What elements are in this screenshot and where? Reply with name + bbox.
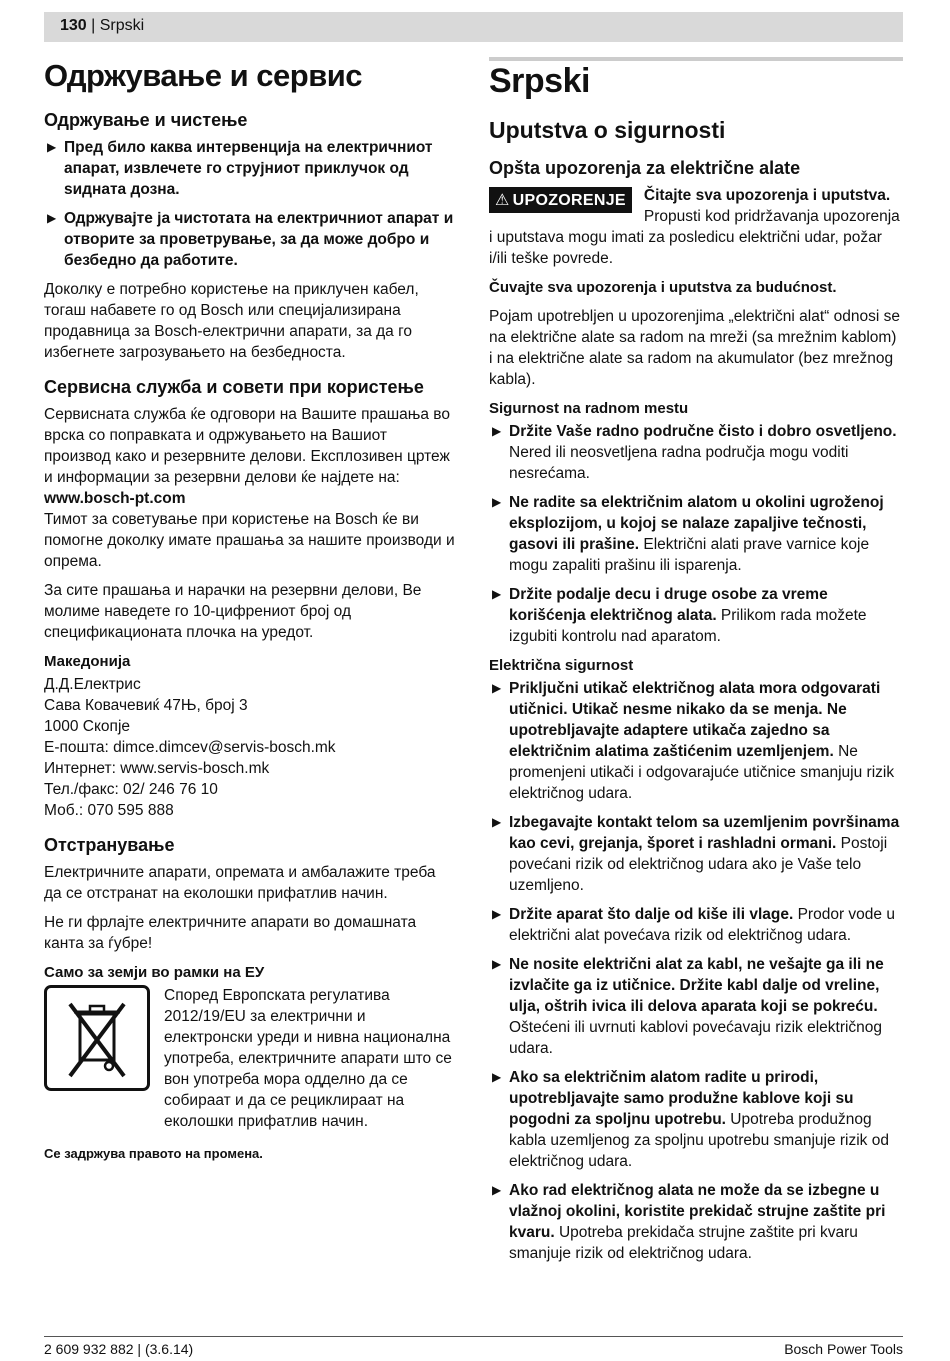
maintenance-bullets [44,137,456,271]
bosch-url[interactable]: www.bosch-pt.com [44,490,186,507]
maintenance-heading: Одржување и чистење [44,110,248,130]
electric-heading: Električna sigurnost [489,657,634,674]
footer-doc-number: 2 609 932 882 | (3.6.14) [44,1341,194,1357]
service-paragraph: Сервисната служба ќе одговори на Вашите прашања во врска со поправката и одржувањето на Вашиот производ како и резервните делови. Експлозивен цртеж и информации за резервни делови ќе најдете на: [44,406,450,486]
safety-heading: Uputstva o sigurnosti [489,117,726,143]
list-item: ▶ Držite aparat što dalje od kiše ili vlage. Prodor vode u električni alat povećava rizik od električnog udara. [492,906,895,944]
warning-row [489,185,903,269]
right-title: Srpski [489,62,590,100]
list-item: ▶ Držite Vaše radno područne čisto i dobro osvetljeno. Nered ili neosvetljena radna područja mogu voditi nesrećama. [492,423,897,482]
address-line: Д.Д.Електрис [44,676,141,693]
left-title: Одржување и сервис [44,58,363,93]
right-column [489,50,903,1272]
eu-paragraph: Според Европската регулатива 2012/19/EU за електрични и електронски уреди и нивна национална употреба, електричните апарати што се вон употреба мора одделно да се собираат и да се рециклираат на еколошки прифатлив начин. [164,987,452,1130]
trash-paragraph: Не ги фрлајте електричните апарати во домашната канта за ѓубре! [44,914,417,952]
address-line: Интернет: www.servis-bosch.mk [44,760,270,777]
list-item: ▶ Одржувајте ја чистотата на електричниот апарат и отворите за проветрување, за да може добро и безбедно да работите. [47,210,454,269]
weee-bin-icon [44,985,150,1091]
footer-brand: Bosch Power Tools [784,1341,903,1357]
list-item: ▶ Ne nosite električni alat za kabl, ne vešajte ga ili ne izvlačite ga iz utičnice. Držite kabl dalje od vreline, ulja, oštrih ivica ili delova aparata koji se pokreću. Oštećeni ili uvrnuti kablovi povećavaju rizik električnog udara. [492,956,884,1057]
order-paragraph: За сите прашања и нарачки на резервни делови, Ве молиме наведете го 10-цифрениот број од спецификационата плочка на уредот. [44,582,422,641]
list-item: ▶ Izbegavajte kontakt telom sa uzemljenim površinama kao cevi, grejanja, šporet i rashladni ormani. Postoji povećani rizik od električnog udara ako je Vaše telo uzemljeno. [492,814,900,894]
advice-paragraph: Тимот за советување при користење на Bosch ќе ви помогне доколку имате прашања за нашите производи и опрема. [44,511,455,570]
weee-block [44,985,456,1132]
address-line: Е-пошта: dimce.dimcev@servis-bosch.mk [44,739,336,756]
rights-reserved: Се задржува правото на промена. [44,1146,263,1161]
workplace-bullets [489,421,903,647]
page-header-text: 130 | Srpski [60,17,145,34]
disposal-heading: Отстранување [44,835,175,855]
address-block [44,674,456,821]
general-warnings-heading: Opšta upozorenja za električne alate [489,158,801,178]
page-header [44,12,903,42]
electric-bullets [489,678,903,1264]
list-item: ▶ Пред било каква интервенција на електричниот апарат, извлечете го струјниот приклучок од ѕидната дозна. [47,139,433,198]
list-item: ▶ Priključni utikač električnog alata mora odgovarati utičnici. Utikač nesme nikako da se menja. Ne upotrebljavajte adaptere utikača zajedno sa električnim alatima zaštićenim uzemljenjem. Ne promenjeni utikači i odgovarajuće utičnice smanjuju rizik električnog udara. [492,680,895,802]
address-line: Тел./факс: 02/ 246 76 10 [44,781,218,798]
list-item: ▶ Ne radite sa električnim alatom u okolini ugroženoj eksplozijom, u kojoj se nalaze zapaljive tečnosti, gasovi ili prašine. Električni alati prave varnice koje mogu zapaliti prašinu ili isparenja. [492,494,884,574]
address-line: Моб.: 070 595 888 [44,802,174,819]
left-column [44,50,456,1161]
list-item: ▶ Ako rad električnog alata ne može da se izbegne u vlažnoj okolini, koristite prekidač strujne zaštite pri kvaru. Upotreba prekidača strujne zaštite pri kvaru smanjuje rizik od električnog udara. [492,1182,886,1262]
page-number: 130 [60,17,87,34]
workplace-heading: Sigurnost na radnom mestu [489,400,689,417]
warning-badge: ⚠ UPOZORENJE [489,187,632,213]
address-line: Сава Ковачевиќ 47Њ, број 3 [44,697,248,714]
cable-paragraph: Доколку е потребно користење на приклучен кабел, тогаш набавете го од Bosch или специјализирана продавница за Bosch-електрични апарати, за да го избегнете загрозувањето на безбедноста. [44,281,419,361]
country-heading: Македонија [44,653,131,670]
warning-bold: Čitajte sva upozorenja i uputstva. [643,187,891,204]
keep-instructions: Čuvajte sva upozorenja i uputstva za budućnost. [489,279,837,296]
eu-heading: Само за земји во рамки на ЕУ [44,964,265,981]
list-item: ▶ Držite podalje decu i druge osobe za vreme korišćenja električnog alata. Prilikom rada možete izgubiti kontrolu nad aparatom. [492,586,867,645]
disposal-paragraph: Електричните апарати, опремата и амбалажите треба да се отстранат на еколошки прифатлив начин. [44,864,436,902]
definition-paragraph: Pojam upotrebljen u upozorenjima „električni alat“ odnosi se na električne alate sa radom na mreži (sa mrežnim kablom) i na električne alate sa radom na akumulator (bez mrežnog kabla). [489,308,900,388]
service-heading: Сервисна служба и совети при користење [44,377,424,397]
header-section: Srpski [99,17,145,34]
footer-rule [44,1336,903,1337]
warning-icon: ⚠ [495,192,510,209]
address-line: 1000 Скопје [44,718,131,735]
list-item: ▶ Ako sa električnim alatom radite u prirodi, upotrebljavajte samo produžne kablove koji su pogodni za spoljnu upotrebu. Upotreba produžnog kabla uzemljenog za spoljnu upotrebu smanjuje rizik od električnog udara. [492,1069,889,1170]
warning-text: Propusti kod pridržavanja upozorenja i uputstava mogu imati za posledicu električni udar, požar i/ili teške povrede. [489,208,900,267]
